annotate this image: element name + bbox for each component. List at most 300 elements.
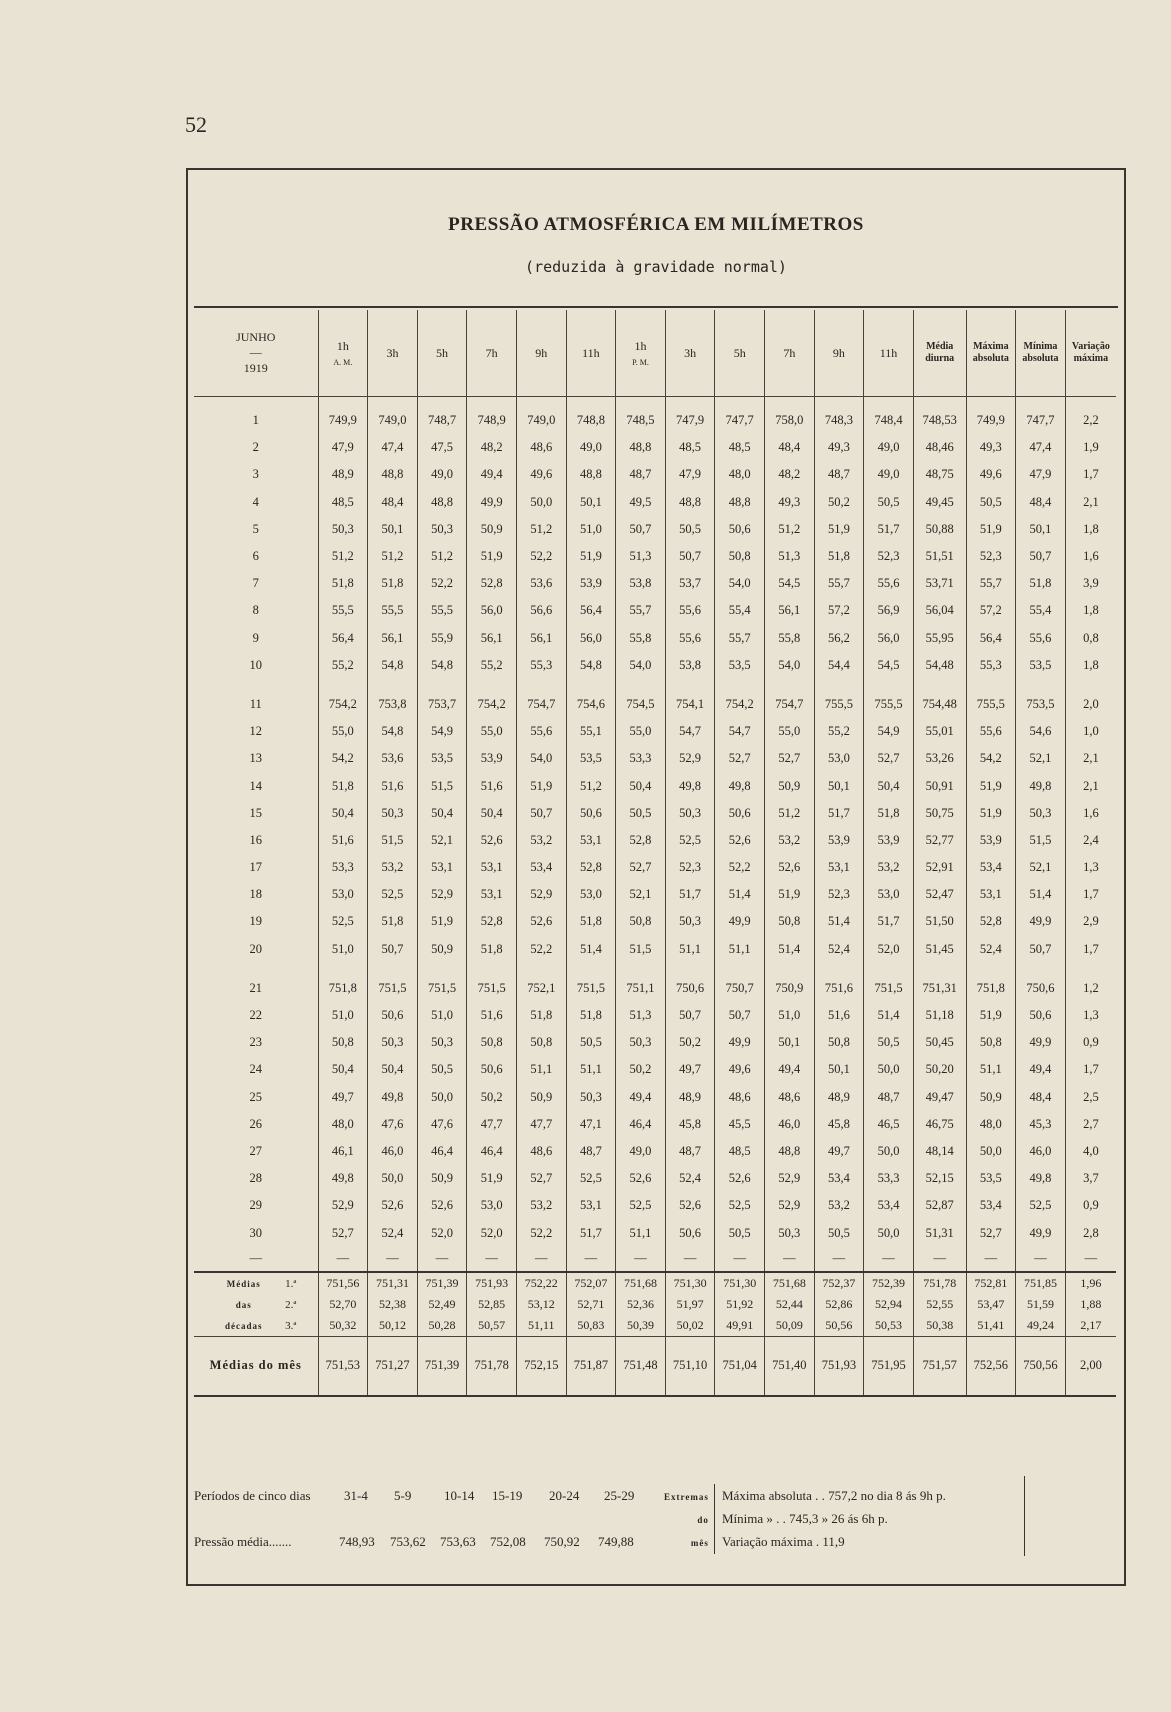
month-mean-cell: 751,95	[864, 1336, 914, 1396]
table-row	[194, 1219, 1116, 1246]
month-mean-cell: 751,27	[368, 1336, 418, 1396]
table-row	[194, 800, 1116, 827]
dash-cell: —	[318, 1247, 368, 1272]
value-cell: 56,2	[814, 625, 864, 652]
decade-mean-cell: 50,53	[864, 1315, 914, 1337]
value-cell: 55,6	[1016, 625, 1066, 652]
value-cell: 51,3	[616, 1002, 666, 1029]
value-cell: 49,8	[1016, 772, 1066, 799]
spacer-cell	[516, 963, 566, 975]
value-cell: 55,0	[765, 718, 815, 745]
value-cell: 748,7	[417, 407, 467, 434]
month-mean-label: Médias do mês	[194, 1336, 318, 1396]
table-row	[194, 1084, 1116, 1111]
value-cell: 50,9	[417, 936, 467, 963]
month-year: 1919	[243, 360, 268, 375]
value-cell: 52,91	[913, 854, 966, 881]
value-cell: 50,1	[814, 772, 864, 799]
value-cell: 52,2	[516, 543, 566, 570]
value-cell: 53,5	[715, 652, 765, 679]
value-cell: 1,8	[1083, 521, 1099, 536]
day-cell: 10	[194, 652, 318, 679]
hour-header: 5h	[417, 310, 467, 397]
decade-mean-cell: 751,56	[318, 1272, 368, 1294]
day-cell: 30	[194, 1219, 318, 1246]
spacer-cell	[417, 679, 467, 691]
value-cell: 46,4	[467, 1138, 517, 1165]
value-cell: 52,6	[417, 1192, 467, 1219]
value-cell: 56,4	[966, 625, 1016, 652]
value-cell: 53,9	[814, 827, 864, 854]
value-cell: 53,1	[814, 854, 864, 881]
value-cell: 48,8	[765, 1138, 815, 1165]
value-cell: 50,88	[913, 516, 966, 543]
value-cell: 50,8	[765, 908, 815, 935]
dash-cell: —	[194, 1247, 318, 1272]
value-cell: 50,8	[616, 908, 666, 935]
value-cell: 47,9	[1016, 461, 1066, 488]
day-cell: 20	[194, 936, 318, 963]
value-cell: 50,7	[1016, 543, 1066, 570]
value-cell: 50,0	[864, 1056, 914, 1083]
value-cell: 49,4	[765, 1056, 815, 1083]
decade-label: Médias	[226, 1278, 261, 1289]
table-subtitle: (reduzida à gravidade normal)	[525, 258, 787, 276]
dash-cell: —	[566, 1247, 616, 1272]
value-cell: 53,8	[616, 570, 666, 597]
decade-mean-cell: 51,41	[966, 1315, 1016, 1337]
value-cell: 50,5	[665, 516, 715, 543]
month-mean-cell: 750,56	[1016, 1336, 1066, 1396]
variacao-header: Variação máxima	[1065, 310, 1116, 397]
period-cell: 5-9	[394, 1488, 412, 1503]
decade-mean-cell: 50,02	[665, 1315, 715, 1337]
value-cell: 51,31	[913, 1219, 966, 1246]
day-cell: 15	[194, 800, 318, 827]
value-cell: 52,8	[566, 854, 616, 881]
spacer-cell	[194, 963, 318, 975]
table-row	[194, 1111, 1116, 1138]
value-cell: 55,2	[467, 652, 517, 679]
value-cell: 52,6	[665, 1192, 715, 1219]
value-cell: 46,75	[913, 1111, 966, 1138]
spacer-cell	[194, 679, 318, 691]
table-row	[194, 691, 1116, 718]
value-cell: 52,8	[467, 570, 517, 597]
value-cell: 51,6	[467, 772, 517, 799]
value-cell: 52,5	[1016, 1192, 1066, 1219]
value-cell: 49,7	[665, 1056, 715, 1083]
spacer-cell	[814, 963, 864, 975]
value-cell: 48,8	[368, 461, 418, 488]
value-cell: 56,4	[566, 597, 616, 624]
table-row	[194, 1165, 1116, 1192]
value-cell: 45,5	[715, 1111, 765, 1138]
value-cell: 54,8	[368, 652, 418, 679]
day-cell: 28	[194, 1165, 318, 1192]
day-cell: 24	[194, 1056, 318, 1083]
value-cell: 49,4	[467, 461, 517, 488]
day-cell: 12	[194, 718, 318, 745]
value-cell: 48,5	[715, 434, 765, 461]
table-row	[194, 881, 1116, 908]
spacer-cell	[665, 679, 715, 691]
value-cell: 52,5	[318, 908, 368, 935]
value-cell: 748,5	[616, 407, 666, 434]
hour-header: 7h	[765, 310, 815, 397]
value-cell: 51,8	[467, 936, 517, 963]
value-cell: 48,6	[715, 1084, 765, 1111]
decade-mean-cell: 751,85	[1016, 1272, 1066, 1294]
spacer-cell	[864, 679, 914, 691]
value-cell: 51,0	[318, 936, 368, 963]
table-row	[194, 570, 1116, 597]
value-cell: 46,0	[1016, 1138, 1066, 1165]
spacer-cell	[715, 679, 765, 691]
value-cell: 48,9	[814, 1084, 864, 1111]
decade-mean-cell: 50,56	[814, 1315, 864, 1337]
value-cell: 51,51	[913, 543, 966, 570]
decade-mean-cell: 50,09	[765, 1315, 815, 1337]
value-cell: 749,9	[318, 407, 368, 434]
pressure-table	[194, 310, 1116, 1397]
value-cell: 52,87	[913, 1192, 966, 1219]
value-cell: 56,0	[864, 625, 914, 652]
decade-mean-cell: 51,11	[516, 1315, 566, 1337]
value-cell: 48,7	[566, 1138, 616, 1165]
title-box	[194, 176, 1118, 308]
value-cell: 48,75	[913, 461, 966, 488]
value-cell: 48,4	[368, 489, 418, 516]
day-cell: 13	[194, 745, 318, 772]
decade-label: das	[235, 1299, 252, 1310]
value-cell: 55,7	[966, 570, 1016, 597]
value-cell: 50,9	[467, 516, 517, 543]
value-cell: 50,5	[864, 1029, 914, 1056]
value-cell: 49,9	[715, 1029, 765, 1056]
month-mean-cell: 752,56	[966, 1336, 1016, 1396]
value-cell: 48,8	[715, 489, 765, 516]
value-cell: 49,3	[966, 434, 1016, 461]
value-cell: 751,5	[566, 975, 616, 1002]
value-cell: 48,8	[566, 461, 616, 488]
value-cell: 754,5	[616, 691, 666, 718]
value-cell: 50,7	[665, 1002, 715, 1029]
decade-mean-row	[194, 1294, 1116, 1315]
month-name: JUNHO	[236, 329, 276, 344]
table-row	[194, 854, 1116, 881]
value-cell: 49,0	[864, 461, 914, 488]
value-cell: 49,8	[368, 1084, 418, 1111]
value-cell: 53,1	[566, 827, 616, 854]
value-cell: 51,5	[368, 827, 418, 854]
table-row	[194, 434, 1116, 461]
value-cell: 50,6	[368, 1002, 418, 1029]
value-cell: 46,5	[864, 1111, 914, 1138]
value-cell: 52,6	[715, 827, 765, 854]
value-cell: 53,1	[566, 1192, 616, 1219]
value-cell: 52,7	[715, 745, 765, 772]
day-cell: 18	[194, 881, 318, 908]
value-cell: 50,1	[368, 516, 418, 543]
hour-header: 1h A. M.	[318, 310, 368, 397]
decade-mean-cell: 52,71	[566, 1294, 616, 1315]
value-cell: 751,5	[417, 975, 467, 1002]
value-cell: 50,4	[616, 772, 666, 799]
value-cell: 2,4	[1083, 832, 1099, 847]
decade-mean-cell: 51,92	[715, 1294, 765, 1315]
pressure-label: Pressão média.......	[194, 1534, 292, 1549]
value-cell: 54,4	[814, 652, 864, 679]
pressure-cell: 748,93	[339, 1534, 375, 1549]
period-cell: 10-14	[444, 1488, 475, 1503]
spacer-cell	[616, 679, 666, 691]
hour-header: 11h	[864, 310, 914, 397]
decade-mean-cell: 50,32	[318, 1315, 368, 1337]
value-cell: 50,45	[913, 1029, 966, 1056]
value-cell: 47,9	[665, 461, 715, 488]
value-cell: 52,7	[616, 854, 666, 881]
value-cell: 1,8	[1083, 603, 1099, 618]
value-cell: 54,5	[765, 570, 815, 597]
value-cell: 50,5	[566, 1029, 616, 1056]
month-mean-cell: 751,87	[566, 1336, 616, 1396]
value-cell: 46,1	[318, 1138, 368, 1165]
value-cell: 49,9	[1016, 908, 1066, 935]
value-cell: 48,14	[913, 1138, 966, 1165]
day-cell: 29	[194, 1192, 318, 1219]
period-cell: 20-24	[549, 1488, 580, 1503]
value-cell: 52,6	[616, 1165, 666, 1192]
table-row	[194, 407, 1116, 434]
value-cell: 51,1	[616, 1219, 666, 1246]
value-cell: 51,5	[417, 772, 467, 799]
value-cell: 50,7	[665, 543, 715, 570]
decade-mean-cell: 53,12	[516, 1294, 566, 1315]
spacer-cell	[913, 963, 966, 975]
value-cell: 55,01	[913, 718, 966, 745]
decade-mean-cell: 52,55	[913, 1294, 966, 1315]
value-cell: 754,48	[913, 691, 966, 718]
value-cell: 53,1	[467, 854, 517, 881]
value-cell: 53,5	[566, 745, 616, 772]
decade-mean-cell: 52,94	[864, 1294, 914, 1315]
value-cell: 749,0	[516, 407, 566, 434]
spacer-cell	[467, 679, 517, 691]
spacer-cell	[368, 679, 418, 691]
value-cell: 55,95	[913, 625, 966, 652]
table-row	[194, 745, 1116, 772]
value-cell: 50,7	[516, 800, 566, 827]
table-row	[194, 1002, 1116, 1029]
day-cell: 26	[194, 1111, 318, 1138]
value-cell: 51,2	[368, 543, 418, 570]
value-cell: 751,31	[913, 975, 966, 1002]
value-cell: 48,46	[913, 434, 966, 461]
value-cell: 50,20	[913, 1056, 966, 1083]
value-cell: 51,9	[566, 543, 616, 570]
value-cell: 51,6	[814, 1002, 864, 1029]
month-header	[194, 310, 318, 397]
decade-mean-cell: 52,70	[318, 1294, 368, 1315]
value-cell: 55,6	[665, 625, 715, 652]
value-cell: 49,8	[715, 772, 765, 799]
value-cell: 55,7	[616, 597, 666, 624]
spacer-cell	[318, 397, 368, 408]
value-cell: 1,3	[1083, 1008, 1099, 1023]
value-cell: 50,6	[715, 800, 765, 827]
day-cell: 5	[194, 516, 318, 543]
month-dash: —	[249, 345, 262, 360]
spacer-cell	[864, 397, 914, 408]
value-cell: 50,8	[966, 1029, 1016, 1056]
value-cell: 52,5	[715, 1192, 765, 1219]
value-cell: 57,2	[814, 597, 864, 624]
spacer-row	[194, 963, 1116, 975]
value-cell: 51,7	[814, 800, 864, 827]
value-cell: 53,9	[467, 745, 517, 772]
value-cell: 49,9	[715, 908, 765, 935]
month-mean-cell: 752,15	[516, 1336, 566, 1396]
month-mean-cell: 2,00	[1065, 1336, 1116, 1396]
day-cell: 16	[194, 827, 318, 854]
value-cell: 755,5	[864, 691, 914, 718]
decade-mean-cell: 52,36	[616, 1294, 666, 1315]
spacer-cell	[566, 679, 616, 691]
value-cell: 55,3	[516, 652, 566, 679]
value-cell: 51,6	[318, 827, 368, 854]
decade-ordinal: 1.ª	[285, 1277, 297, 1290]
value-cell: 50,0	[516, 489, 566, 516]
value-cell: 2,0	[1083, 696, 1099, 711]
decade-mean-cell: 52,49	[417, 1294, 467, 1315]
value-cell: 47,4	[1016, 434, 1066, 461]
value-cell: 752,1	[516, 975, 566, 1002]
value-cell: 51,50	[913, 908, 966, 935]
value-cell: 53,5	[966, 1165, 1016, 1192]
month-mean-cell: 751,10	[665, 1336, 715, 1396]
value-cell: 51,2	[765, 800, 815, 827]
value-cell: 47,4	[368, 434, 418, 461]
decade-label-cell	[194, 1294, 318, 1315]
value-cell: 1,8	[1083, 657, 1099, 672]
value-cell: 50,0	[417, 1084, 467, 1111]
periods-label: Períodos de cinco dias	[194, 1488, 311, 1503]
value-cell: 50,5	[966, 489, 1016, 516]
hour-header: 7h	[467, 310, 517, 397]
value-cell: 50,0	[864, 1138, 914, 1165]
value-cell: 51,8	[368, 570, 418, 597]
am-label: A. M.	[333, 358, 353, 367]
value-cell: 52,9	[765, 1192, 815, 1219]
value-cell: 50,3	[765, 1219, 815, 1246]
value-cell: 53,1	[966, 881, 1016, 908]
day-cell: 17	[194, 854, 318, 881]
value-cell: 49,0	[616, 1138, 666, 1165]
value-cell: 52,0	[467, 1219, 517, 1246]
dash-cell: —	[864, 1247, 914, 1272]
value-cell: 48,0	[966, 1111, 1016, 1138]
value-cell: 53,9	[566, 570, 616, 597]
dash-cell: —	[966, 1247, 1016, 1272]
value-cell: 48,7	[616, 461, 666, 488]
spacer-cell	[368, 397, 418, 408]
value-cell: 54,6	[1016, 718, 1066, 745]
month-mean-cell: 751,78	[467, 1336, 517, 1396]
value-cell: 48,8	[616, 434, 666, 461]
value-cell: 53,4	[864, 1192, 914, 1219]
value-cell: 50,6	[715, 516, 765, 543]
value-cell: 48,8	[417, 489, 467, 516]
day-cell: 27	[194, 1138, 318, 1165]
value-cell: 56,1	[516, 625, 566, 652]
value-cell: 748,8	[566, 407, 616, 434]
value-cell: 747,9	[665, 407, 715, 434]
decade-mean-row	[194, 1272, 1116, 1294]
spacer-cell	[516, 679, 566, 691]
value-cell: 751,5	[467, 975, 517, 1002]
value-cell: 47,5	[417, 434, 467, 461]
pressure-cell: 749,88	[598, 1534, 634, 1549]
value-cell: 51,3	[765, 543, 815, 570]
value-cell: 50,8	[715, 543, 765, 570]
value-cell: 52,0	[417, 1219, 467, 1246]
value-cell: 1,3	[1083, 860, 1099, 875]
dash-cell: —	[516, 1247, 566, 1272]
value-cell: 51,0	[765, 1002, 815, 1029]
value-cell: 53,4	[516, 854, 566, 881]
value-cell: 52,7	[864, 745, 914, 772]
value-cell: 52,6	[765, 854, 815, 881]
decade-mean-cell: 751,78	[913, 1272, 966, 1294]
value-cell: 54,7	[665, 718, 715, 745]
value-cell: 47,9	[318, 434, 368, 461]
value-cell: 51,8	[566, 908, 616, 935]
value-cell: 51,8	[864, 800, 914, 827]
value-cell: 48,0	[318, 1111, 368, 1138]
value-cell: 52,7	[516, 1165, 566, 1192]
spacer-cell	[1016, 397, 1066, 408]
table-row	[194, 908, 1116, 935]
value-cell: 56,1	[467, 625, 517, 652]
day-cell: 23	[194, 1029, 318, 1056]
value-cell: 52,5	[368, 881, 418, 908]
value-cell: 49,4	[1016, 1056, 1066, 1083]
day-cell: 14	[194, 772, 318, 799]
pressure-cell: 753,62	[390, 1534, 426, 1549]
day-cell: 6	[194, 543, 318, 570]
value-cell: 56,4	[318, 625, 368, 652]
spacer-cell	[1016, 963, 1066, 975]
value-cell: 51,9	[966, 1002, 1016, 1029]
day-cell: 21	[194, 975, 318, 1002]
value-cell: 50,1	[765, 1029, 815, 1056]
value-cell: 50,6	[665, 1219, 715, 1246]
hour-header: 3h	[368, 310, 418, 397]
value-cell: 50,6	[1016, 1002, 1066, 1029]
value-cell: 48,0	[715, 461, 765, 488]
hour-header: 1h P. M.	[616, 310, 666, 397]
extremas-label: Extremas do mês	[664, 1492, 709, 1548]
decade-mean-cell: 49,91	[715, 1315, 765, 1337]
value-cell: 51,45	[913, 936, 966, 963]
value-cell: 54,8	[417, 652, 467, 679]
table-row	[194, 1192, 1116, 1219]
value-cell: 51,9	[814, 516, 864, 543]
value-cell: 755,5	[966, 691, 1016, 718]
value-cell: 3,7	[1083, 1171, 1099, 1186]
value-cell: 48,6	[765, 1084, 815, 1111]
